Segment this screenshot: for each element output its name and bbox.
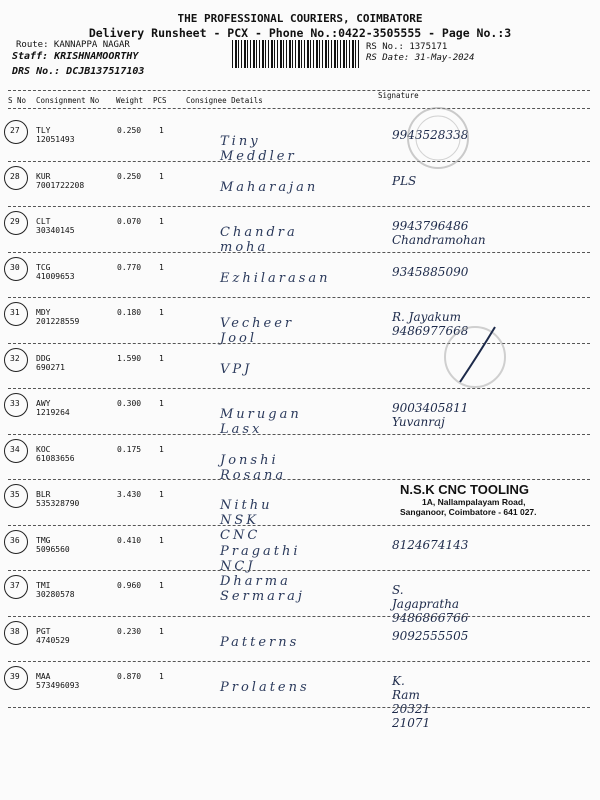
weight-value: 3.430 <box>117 490 142 499</box>
consignment-number: CLT 30340145 <box>36 217 75 235</box>
consignment-number: BLR 535328790 <box>36 490 80 508</box>
consignment-number: DDG 690271 <box>36 353 65 372</box>
round-seal <box>398 98 478 178</box>
consignment-number: PGT 4740529 <box>36 626 70 645</box>
col-sno: S No <box>8 96 27 105</box>
col-weight: Weight <box>116 96 144 105</box>
row-divider <box>8 525 590 526</box>
consignee-handwritten-name: Nithu NSK CNC <box>220 498 273 543</box>
serial-circle-mark <box>4 484 28 508</box>
consignment-number: TLY 12051493 <box>36 126 75 144</box>
consignment-number: KUR 7001722208 <box>36 171 85 190</box>
barcode <box>232 40 360 68</box>
serial-number: 28 <box>10 171 20 181</box>
rs-number: RS No.: 1375171 <box>366 42 448 52</box>
consignee-handwritten-name: Jonshi Rosana <box>220 452 287 483</box>
row-divider <box>8 252 590 253</box>
stamp-company: N.S.K CNC TOOLING <box>400 482 530 497</box>
serial-circle-mark <box>4 120 28 144</box>
consignee-handwritten-name: Patterns <box>220 634 300 650</box>
signature-handwriting: K. Ram 20321 21071 <box>392 674 431 730</box>
serial-number: 27 <box>10 126 20 135</box>
pieces-count: 1 <box>159 399 164 408</box>
serial-circle-mark <box>4 530 28 554</box>
row-divider <box>8 434 590 435</box>
row-divider <box>8 661 590 662</box>
col-details: Consignee Details <box>186 96 263 105</box>
consignee-handwritten-name: Maharajan <box>220 179 319 195</box>
signature-handwriting: 8124674143 <box>392 537 469 552</box>
row-divider <box>8 297 590 298</box>
serial-circle-mark <box>4 575 28 599</box>
header-divider-bottom <box>8 108 590 109</box>
pieces-count: 1 <box>159 308 164 317</box>
consignment-number: TCG 41009653 <box>36 262 75 281</box>
pieces-count: 1 <box>159 535 164 545</box>
pieces-count: 1 <box>159 626 164 636</box>
consignee-handwritten-name: Pragathi NCJ Dharma <box>220 543 301 589</box>
serial-circle-mark <box>4 348 28 372</box>
signature-handwriting: PLS <box>392 173 417 188</box>
signature-handwriting: 9003405811 Yuvanraj <box>392 401 469 429</box>
stamp-address-2: Sanganoor, Coimbatore - 641 027. <box>400 507 537 517</box>
row-divider <box>8 616 590 617</box>
pieces-count: 1 <box>159 262 164 272</box>
serial-number: 35 <box>10 490 20 499</box>
consignment-number: KOC 61083656 <box>36 444 75 463</box>
rs-date: RS Date: 31-May-2024 <box>366 53 475 63</box>
serial-number: 34 <box>10 444 20 454</box>
serial-number: 29 <box>10 217 20 226</box>
consignment-number: AWY 1219264 <box>36 399 70 417</box>
weight-value: 0.180 <box>117 308 142 317</box>
consignee-handwritten-name: Chandra moha <box>220 225 298 255</box>
consignee-handwritten-name: Tiny Meddler <box>220 134 297 164</box>
consignment-number: TMI 30280578 <box>36 581 75 599</box>
weight-value: 0.230 <box>117 626 142 636</box>
weight-value: 0.250 <box>117 126 142 135</box>
header-divider-top <box>8 90 590 91</box>
runsheet-title: Delivery Runsheet - PCX - Phone No.:0422-3505555 - Page No.:3 <box>88 26 512 40</box>
serial-number: 33 <box>10 399 20 408</box>
weight-value: 1.590 <box>117 353 142 363</box>
serial-number: 36 <box>10 535 20 545</box>
serial-circle-mark <box>4 621 28 645</box>
pieces-count: 1 <box>159 171 164 181</box>
pieces-count: 1 <box>159 444 164 454</box>
row-divider <box>8 206 590 207</box>
row-divider <box>8 479 590 480</box>
serial-circle-mark <box>4 666 28 690</box>
serial-number: 38 <box>10 626 20 636</box>
pieces-count: 1 <box>159 672 164 681</box>
col-signature: Signature <box>378 91 419 100</box>
weight-value: 0.070 <box>117 217 142 226</box>
signature-handwriting: R. Jayakum 9486977668 <box>392 310 469 338</box>
serial-number: 39 <box>10 672 20 681</box>
serial-number: 30 <box>10 262 20 272</box>
stamp-address-1: 1A, Nallampalayam Road, <box>422 497 526 507</box>
route-label: Route: KANNAPPA NAGAR <box>16 40 130 50</box>
pieces-count: 1 <box>159 126 164 135</box>
col-consignment: Consignment No <box>36 96 100 105</box>
row-divider <box>8 707 590 708</box>
col-pcs: PCS <box>153 96 167 105</box>
company-stamp <box>400 482 570 517</box>
serial-circle-mark <box>4 257 28 281</box>
weight-value: 0.960 <box>117 581 142 590</box>
serial-circle-mark <box>4 439 28 463</box>
signature-handwriting: 9345885090 <box>392 264 469 279</box>
serial-circle-mark <box>4 211 28 235</box>
drs-number: DRS No.: DCJB137517103 <box>12 66 145 77</box>
signature-handwriting: S. Jagapratha 9486866766 <box>392 583 469 625</box>
company-title: THE PROFESSIONAL COURIERS, COIMBATORE <box>177 12 423 25</box>
pieces-count: 1 <box>159 581 164 590</box>
weight-value: 0.770 <box>117 262 142 272</box>
row-divider <box>8 570 590 571</box>
pieces-count: 1 <box>159 490 164 499</box>
serial-number: 32 <box>10 353 20 363</box>
round-seal-2 <box>440 322 510 392</box>
weight-value: 0.175 <box>117 444 142 454</box>
consignee-handwritten-name: Ezhilarasan <box>220 270 331 286</box>
weight-value: 0.300 <box>117 399 142 408</box>
consignee-handwritten-name: Murugan Lasx <box>220 407 302 437</box>
staff-label: Staff: KRISHNAMOORTHY <box>12 51 139 62</box>
serial-number: 37 <box>10 581 20 590</box>
serial-number: 31 <box>10 308 20 317</box>
consignment-number: TMG 5096560 <box>36 535 70 554</box>
serial-circle-mark <box>4 393 28 417</box>
weight-value: 0.410 <box>117 535 142 545</box>
weight-value: 0.870 <box>117 672 142 681</box>
pieces-count: 1 <box>159 353 164 363</box>
weight-value: 0.250 <box>117 171 142 181</box>
row-divider <box>8 161 590 162</box>
serial-circle-mark <box>4 302 28 326</box>
consignment-number: MAA 573496093 <box>36 672 80 690</box>
serial-circle-mark <box>4 166 28 190</box>
pieces-count: 1 <box>159 217 164 226</box>
consignee-handwritten-name: VPJ <box>220 361 253 377</box>
signature-handwriting: 9943796486 Chandramohan <box>392 219 486 247</box>
consignee-handwritten-name: Prolatens <box>220 680 310 695</box>
consignment-number: MDY 201228559 <box>36 308 80 326</box>
signature-handwriting: 9943528338 <box>392 128 469 142</box>
consignee-handwritten-name: Vecheer Jool <box>220 316 295 346</box>
signature-handwriting: 9092555505 <box>392 628 469 643</box>
consignee-handwritten-name: Sermaraj <box>220 589 305 604</box>
